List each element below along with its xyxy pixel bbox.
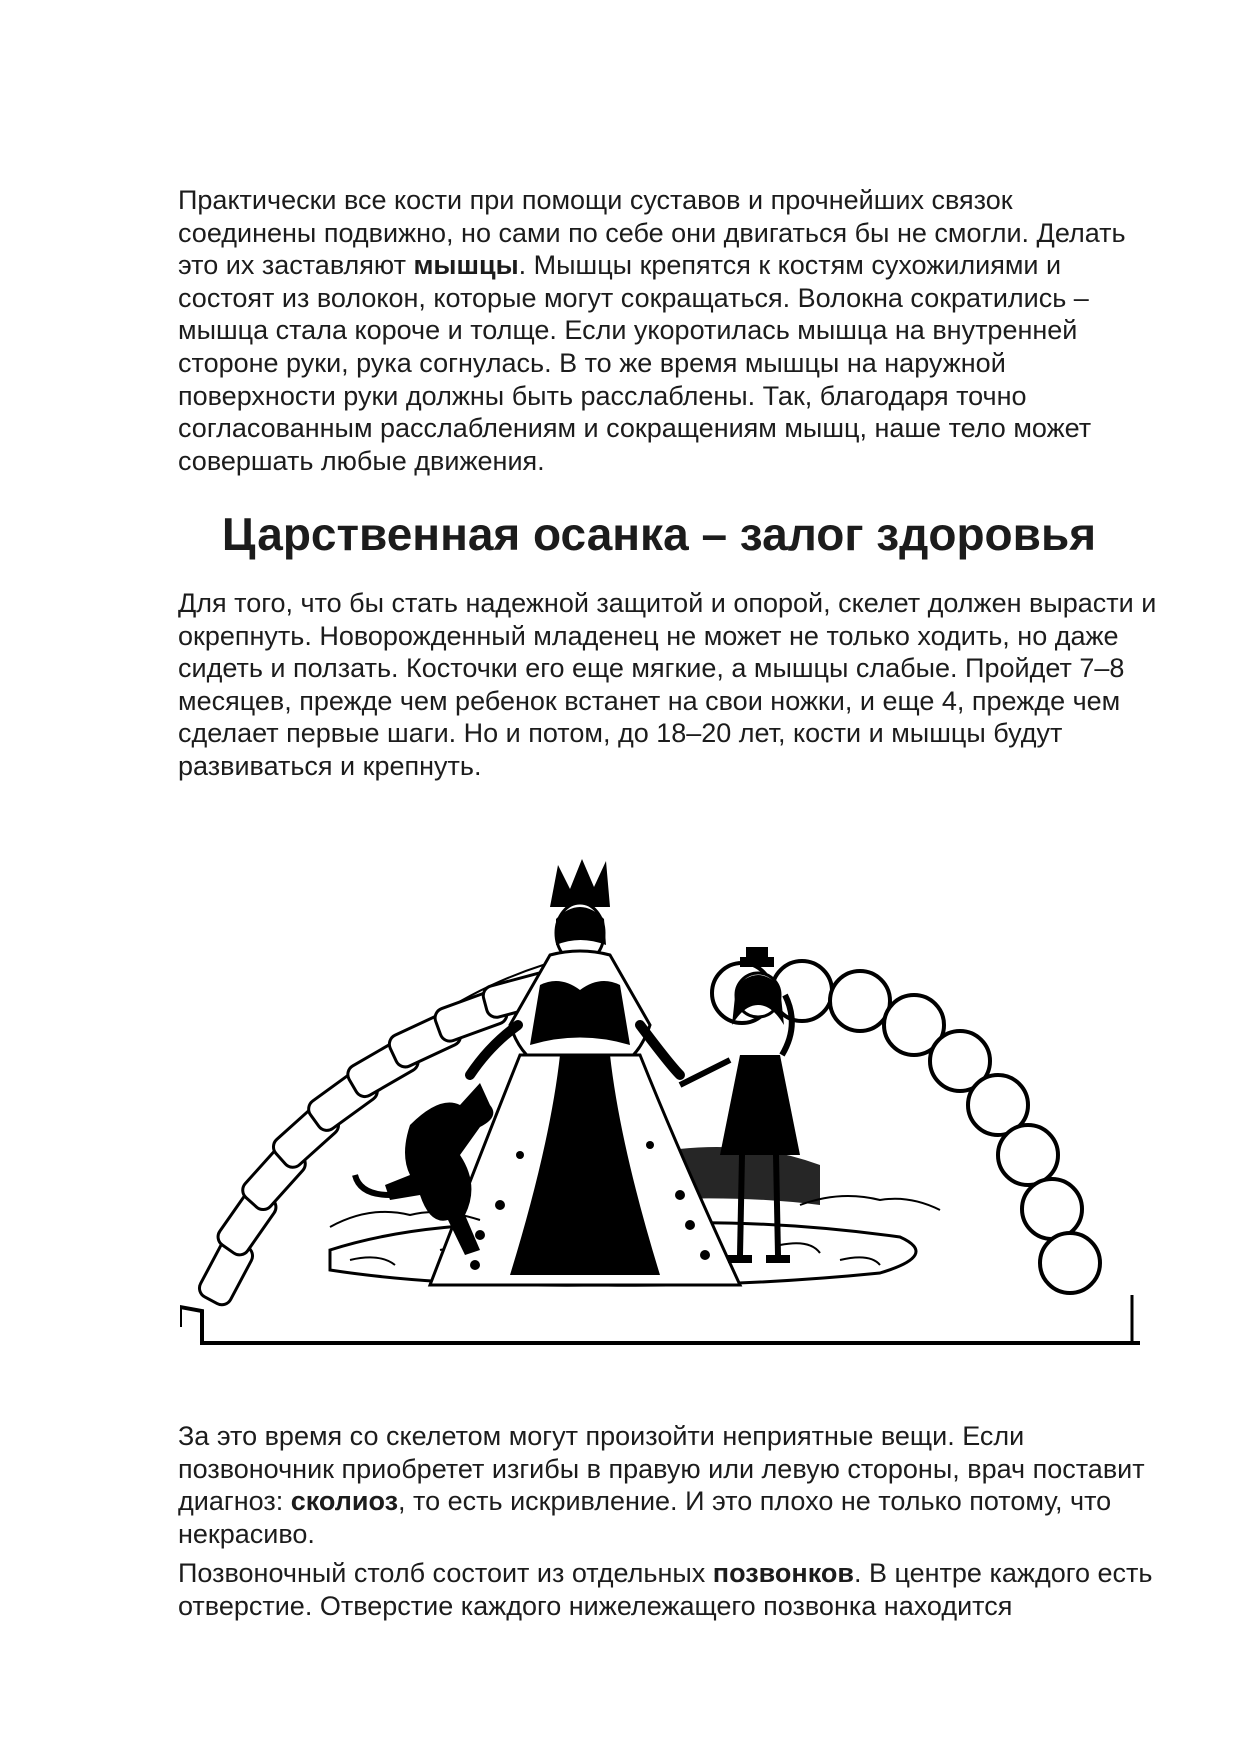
paragraph-vertebrae-text-end: . В центре каждого есть отверстие. Отверстие каждого нижележащего позвонка находится — [178, 1558, 1153, 1621]
queen-figure — [430, 859, 740, 1285]
paragraph-vertebrae-text-start: Позвоночный столб состоит из отдельных — [178, 1558, 713, 1588]
term-muscles: мышцы — [413, 250, 519, 281]
paragraph-growth: Для того, что бы стать надежной защитой и опорой, скелет должен вырасти и окрепнуть. Новорожденный младенец не может не только ходить, но даже сидеть и ползать. Косточки его еще мягкие, а мышцы слабые. Пройдет 7–8 месяцев, прежде чем ребенок встанет на свои ножки, и еще 4, прежде чем сделает первые шаги. Но и потом, до 18–20 лет, кости и мышцы будут развиваться и крепнуть. — [178, 588, 1157, 781]
paragraph-scoliosis-text-start: За это время со скелетом могут произойти неприятные вещи. Если позвоночник приобретет изгибы в правую или левую стороны, врач поставит диагноз: — [178, 1421, 1145, 1517]
ground — [180, 1295, 1140, 1343]
paragraph-scoliosis — [178, 1420, 1158, 1550]
term-scoliosis: сколиоз — [290, 1486, 399, 1517]
paragraph-muscles — [178, 184, 1158, 477]
queen-posture-illustration — [180, 855, 1140, 1355]
paragraph-vertebrae — [178, 1557, 1158, 1622]
paragraph-muscles-text-end: . Мышцы крепятся к костям сухожилиями и состоят из волокон, которые могут сокращаться. Волокна сократились – мышца стала короче и толще. Если укоротилась мышца на внутренней стороне руки, рука согнулась. В то же время мышцы на наружной поверхности руки должны быть расслаблены. Так, благодаря точно согласованным расслаблениям и сокращениям мышц, наше тело может совершать любые движения. — [178, 250, 1092, 476]
term-vertebrae: позвонков — [712, 1558, 854, 1588]
paragraph-scoliosis-text-end: , то есть искривление. И это плохо не только потому, что некрасиво. — [178, 1486, 1112, 1549]
section-heading: Царственная осанка – залог здоровья — [221, 508, 1097, 560]
paragraph-muscles-text-start: Практически все кости при помощи суставов и прочнейших связок соединены подвижно, но сами по себе они двигаться бы не смогли. Делать это их заставляют — [178, 185, 1126, 281]
